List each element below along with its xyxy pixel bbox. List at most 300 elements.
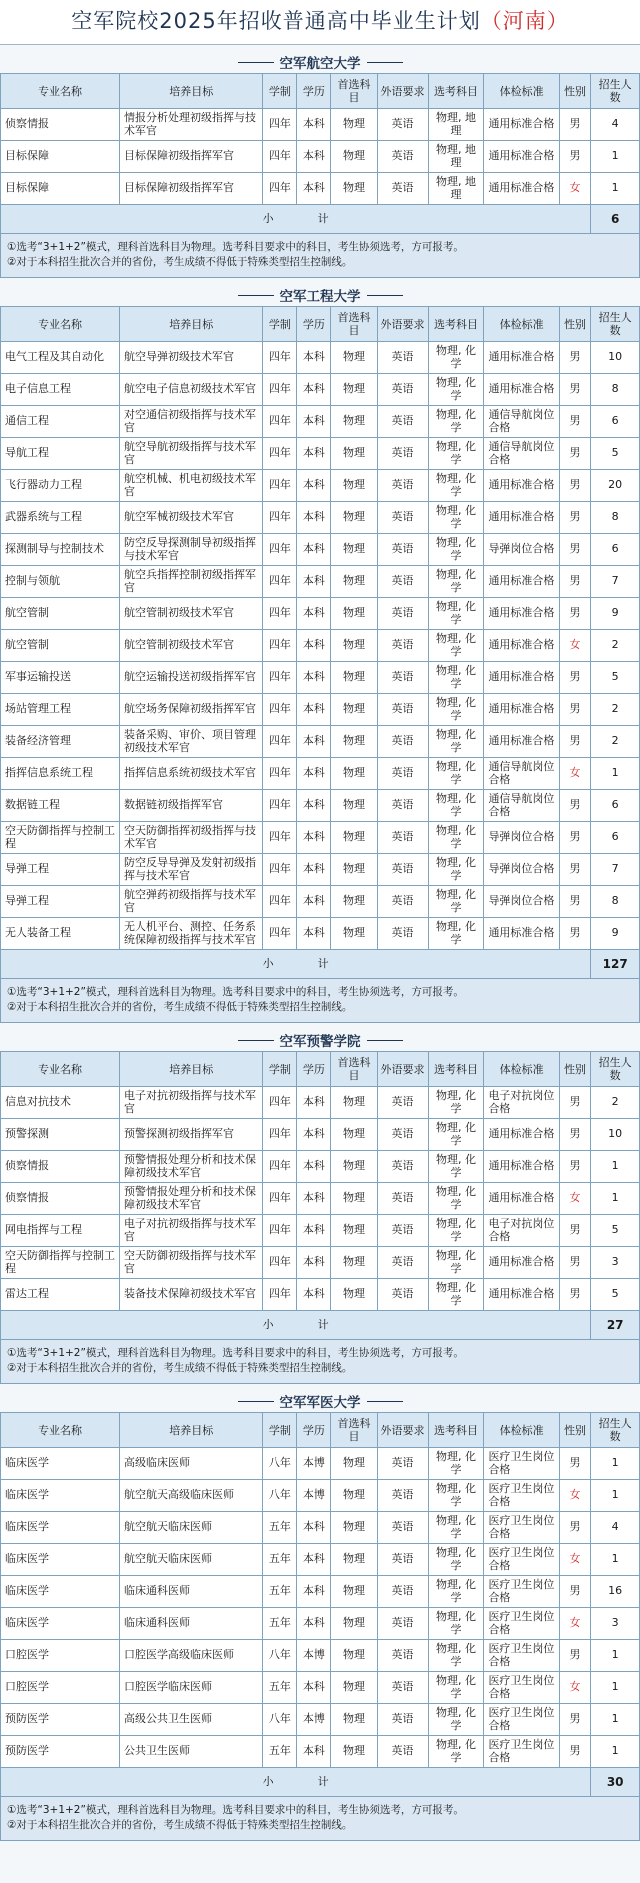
subtotal-value: 30 — [591, 1768, 640, 1797]
cell-language: 英语 — [377, 1544, 428, 1576]
cell-training-goal: 情报分析处理初级指挥与技术军官 — [120, 109, 263, 141]
cell-major: 飞行器动力工程 — [1, 470, 120, 502]
cell-primary-subject: 物理 — [331, 1672, 377, 1704]
cell-training-goal: 预警情报处理分析和技术保障初级技术军官 — [120, 1151, 263, 1183]
table-header-row — [1, 1052, 640, 1087]
cell-language: 英语 — [377, 173, 428, 205]
column-header-gender: 性别 — [559, 1413, 591, 1448]
cell-language: 英语 — [377, 1608, 428, 1640]
cell-primary-subject: 物理 — [331, 438, 377, 470]
table-row — [1, 662, 640, 694]
cell-gender: 男 — [559, 438, 591, 470]
column-header-medical-standard: 体检标准 — [484, 307, 559, 342]
cell-medical-standard: 通用标准合格 — [484, 1119, 559, 1151]
cell-training-goal: 指挥信息系统初级技术军官 — [120, 758, 263, 790]
cell-elective-subjects: 物理, 化学 — [428, 1704, 484, 1736]
cell-quota: 1 — [591, 1704, 640, 1736]
cell-major: 侦察情报 — [1, 109, 120, 141]
cell-quota: 3 — [591, 1608, 640, 1640]
column-header-training-goal: 培养目标 — [120, 1052, 263, 1087]
cell-major: 临床医学 — [1, 1480, 120, 1512]
column-header-primary-subject: 首选科目 — [331, 1052, 377, 1087]
cell-primary-subject: 物理 — [331, 1736, 377, 1768]
cell-training-goal: 口腔医学高级临床医师 — [120, 1640, 263, 1672]
cell-elective-subjects: 物理, 化学 — [428, 886, 484, 918]
table-row — [1, 141, 640, 173]
cell-language: 英语 — [377, 1512, 428, 1544]
cell-language: 英语 — [377, 1672, 428, 1704]
cell-primary-subject: 物理 — [331, 1576, 377, 1608]
cell-quota: 1 — [591, 1736, 640, 1768]
cell-medical-standard: 通用标准合格 — [484, 141, 559, 173]
cell-primary-subject: 物理 — [331, 1640, 377, 1672]
cell-elective-subjects: 物理, 化学 — [428, 726, 484, 758]
cell-gender: 男 — [559, 534, 591, 566]
column-header-elective-subjects: 选考科目 — [428, 1413, 484, 1448]
cell-primary-subject: 物理 — [331, 1215, 377, 1247]
note-line: ②对于本科招生批次合并的省份，考生成绩不得低于特殊类型招生控制线。 — [7, 1362, 353, 1374]
cell-quota: 6 — [591, 534, 640, 566]
cell-major: 临床医学 — [1, 1448, 120, 1480]
plan-table — [0, 1051, 640, 1340]
column-header-quota: 招生人数 — [591, 1413, 640, 1448]
cell-elective-subjects: 物理, 化学 — [428, 1448, 484, 1480]
cell-medical-standard: 通用标准合格 — [484, 630, 559, 662]
notes-block — [0, 234, 640, 278]
cell-training-goal: 装备采购、审价、项目管理初级技术军官 — [120, 726, 263, 758]
cell-language: 英语 — [377, 1183, 428, 1215]
cell-duration: 四年 — [263, 822, 297, 854]
cell-medical-standard: 通用标准合格 — [484, 566, 559, 598]
cell-duration: 四年 — [263, 566, 297, 598]
cell-elective-subjects: 物理, 化学 — [428, 662, 484, 694]
cell-elective-subjects: 物理, 化学 — [428, 790, 484, 822]
cell-gender: 男 — [559, 502, 591, 534]
table-row — [1, 534, 640, 566]
cell-duration: 四年 — [263, 918, 297, 950]
cell-major: 探测制导与控制技术 — [1, 534, 120, 566]
cell-degree: 本科 — [297, 1151, 331, 1183]
table-row — [1, 758, 640, 790]
school-title — [0, 1390, 640, 1412]
cell-quota: 20 — [591, 470, 640, 502]
note-line: ①选考“3+1+2”模式，理科首选科目为物理。选考科目要求中的科目，考生协须选考，方可报考。 — [7, 1804, 464, 1816]
table-row — [1, 726, 640, 758]
cell-primary-subject: 物理 — [331, 1480, 377, 1512]
cell-medical-standard: 通用标准合格 — [484, 502, 559, 534]
cell-primary-subject: 物理 — [331, 854, 377, 886]
cell-gender: 男 — [559, 374, 591, 406]
cell-primary-subject: 物理 — [331, 822, 377, 854]
cell-degree: 本科 — [297, 1087, 331, 1119]
cell-quota: 1 — [591, 1640, 640, 1672]
cell-quota: 2 — [591, 630, 640, 662]
cell-gender: 男 — [559, 342, 591, 374]
cell-degree: 本科 — [297, 886, 331, 918]
cell-degree: 本博 — [297, 1640, 331, 1672]
plan-table — [0, 1412, 640, 1797]
cell-elective-subjects: 物理, 化学 — [428, 630, 484, 662]
cell-primary-subject: 物理 — [331, 662, 377, 694]
cell-training-goal: 航空兵指挥控制初级指挥军官 — [120, 566, 263, 598]
cell-medical-standard: 通用标准合格 — [484, 173, 559, 205]
cell-medical-standard: 通用标准合格 — [484, 1183, 559, 1215]
cell-primary-subject: 物理 — [331, 1608, 377, 1640]
cell-language: 英语 — [377, 406, 428, 438]
cell-duration: 四年 — [263, 1151, 297, 1183]
cell-degree: 本科 — [297, 342, 331, 374]
cell-gender: 男 — [559, 726, 591, 758]
cell-major: 导弹工程 — [1, 854, 120, 886]
cell-training-goal: 目标保障初级指挥军官 — [120, 141, 263, 173]
cell-degree: 本博 — [297, 1448, 331, 1480]
cell-gender: 男 — [559, 854, 591, 886]
cell-elective-subjects: 物理, 化学 — [428, 342, 484, 374]
cell-medical-standard: 通用标准合格 — [484, 1247, 559, 1279]
cell-primary-subject: 物理 — [331, 758, 377, 790]
schools-container — [0, 51, 640, 1841]
column-header-major: 专业名称 — [1, 307, 120, 342]
cell-gender: 男 — [559, 1215, 591, 1247]
cell-language: 英语 — [377, 1640, 428, 1672]
subtotal-row — [1, 1311, 640, 1340]
school-section — [0, 51, 640, 278]
cell-gender: 男 — [559, 470, 591, 502]
cell-elective-subjects: 物理, 化学 — [428, 1480, 484, 1512]
cell-medical-standard: 电子对抗岗位合格 — [484, 1215, 559, 1247]
school-name: 空军工程大学 — [279, 289, 361, 305]
cell-quota: 1 — [591, 758, 640, 790]
page-title-main: 空军院校2025年招收普通高中毕业生计划 — [71, 9, 481, 33]
cell-gender: 男 — [559, 662, 591, 694]
cell-duration: 四年 — [263, 662, 297, 694]
school-title — [0, 1029, 640, 1051]
cell-major: 目标保障 — [1, 173, 120, 205]
cell-duration: 四年 — [263, 886, 297, 918]
cell-gender: 男 — [559, 1448, 591, 1480]
column-header-medical-standard: 体检标准 — [484, 1052, 559, 1087]
cell-gender: 男 — [559, 790, 591, 822]
cell-language: 英语 — [377, 630, 428, 662]
cell-gender: 女 — [559, 630, 591, 662]
cell-medical-standard: 电子对抗岗位合格 — [484, 1087, 559, 1119]
column-header-training-goal: 培养目标 — [120, 74, 263, 109]
cell-medical-standard: 通用标准合格 — [484, 598, 559, 630]
cell-quota: 2 — [591, 726, 640, 758]
cell-medical-standard: 医疗卫生岗位合格 — [484, 1544, 559, 1576]
table-row — [1, 854, 640, 886]
table-row — [1, 1448, 640, 1480]
cell-primary-subject: 物理 — [331, 534, 377, 566]
cell-elective-subjects: 物理, 化学 — [428, 1183, 484, 1215]
cell-training-goal: 临床通科医师 — [120, 1608, 263, 1640]
cell-elective-subjects: 物理, 化学 — [428, 1576, 484, 1608]
cell-quota: 1 — [591, 1480, 640, 1512]
column-header-language: 外语要求 — [377, 1052, 428, 1087]
cell-quota: 4 — [591, 1512, 640, 1544]
cell-major: 通信工程 — [1, 406, 120, 438]
cell-gender: 女 — [559, 1672, 591, 1704]
column-header-elective-subjects: 选考科目 — [428, 307, 484, 342]
cell-gender: 男 — [559, 406, 591, 438]
cell-duration: 四年 — [263, 1215, 297, 1247]
cell-primary-subject: 物理 — [331, 598, 377, 630]
table-row — [1, 470, 640, 502]
cell-degree: 本科 — [297, 1672, 331, 1704]
cell-major: 预警探测 — [1, 1119, 120, 1151]
cell-quota: 9 — [591, 598, 640, 630]
cell-gender: 男 — [559, 1151, 591, 1183]
cell-major: 信息对抗技术 — [1, 1087, 120, 1119]
cell-quota: 7 — [591, 854, 640, 886]
column-header-major: 专业名称 — [1, 74, 120, 109]
cell-gender: 男 — [559, 822, 591, 854]
cell-quota: 2 — [591, 1087, 640, 1119]
cell-medical-standard: 通用标准合格 — [484, 374, 559, 406]
cell-duration: 四年 — [263, 790, 297, 822]
cell-degree: 本科 — [297, 854, 331, 886]
cell-degree: 本科 — [297, 406, 331, 438]
cell-major: 预防医学 — [1, 1736, 120, 1768]
cell-gender: 男 — [559, 598, 591, 630]
cell-gender: 男 — [559, 566, 591, 598]
cell-language: 英语 — [377, 1151, 428, 1183]
cell-training-goal: 数据链初级指挥军官 — [120, 790, 263, 822]
cell-elective-subjects: 物理, 化学 — [428, 1087, 484, 1119]
cell-gender: 女 — [559, 1608, 591, 1640]
cell-training-goal: 防空反导导弹及发射初级指挥与技术军官 — [120, 854, 263, 886]
table-row — [1, 374, 640, 406]
cell-language: 英语 — [377, 1448, 428, 1480]
cell-training-goal: 航空航天高级临床医师 — [120, 1480, 263, 1512]
cell-language: 英语 — [377, 918, 428, 950]
cell-degree: 本科 — [297, 1119, 331, 1151]
cell-primary-subject: 物理 — [331, 630, 377, 662]
cell-quota: 1 — [591, 1544, 640, 1576]
cell-elective-subjects: 物理, 化学 — [428, 694, 484, 726]
table-row — [1, 822, 640, 854]
cell-language: 英语 — [377, 886, 428, 918]
cell-quota: 1 — [591, 1672, 640, 1704]
cell-major: 控制与领航 — [1, 566, 120, 598]
cell-primary-subject: 物理 — [331, 342, 377, 374]
page-title-province: （河南） — [480, 9, 569, 33]
table-row — [1, 109, 640, 141]
cell-elective-subjects: 物理, 化学 — [428, 1119, 484, 1151]
column-header-major: 专业名称 — [1, 1052, 120, 1087]
table-row — [1, 1215, 640, 1247]
cell-gender: 男 — [559, 141, 591, 173]
cell-duration: 四年 — [263, 1087, 297, 1119]
cell-elective-subjects: 物理, 地理 — [428, 173, 484, 205]
cell-degree: 本科 — [297, 758, 331, 790]
cell-primary-subject: 物理 — [331, 1544, 377, 1576]
cell-major: 临床医学 — [1, 1544, 120, 1576]
cell-quota: 8 — [591, 374, 640, 406]
cell-elective-subjects: 物理, 化学 — [428, 1247, 484, 1279]
notes-block — [0, 1797, 640, 1841]
cell-language: 英语 — [377, 1704, 428, 1736]
note-line: ①选考“3+1+2”模式，理科首选科目为物理。选考科目要求中的科目，考生协须选考，方可报考。 — [7, 986, 464, 998]
cell-language: 英语 — [377, 726, 428, 758]
table-row — [1, 566, 640, 598]
cell-primary-subject: 物理 — [331, 141, 377, 173]
cell-degree: 本博 — [297, 1480, 331, 1512]
cell-degree: 本科 — [297, 1279, 331, 1311]
table-row — [1, 1576, 640, 1608]
cell-elective-subjects: 物理, 化学 — [428, 822, 484, 854]
table-header-row — [1, 307, 640, 342]
cell-degree: 本科 — [297, 726, 331, 758]
cell-elective-subjects: 物理, 化学 — [428, 758, 484, 790]
cell-medical-standard: 导弹岗位合格 — [484, 886, 559, 918]
cell-elective-subjects: 物理, 化学 — [428, 1640, 484, 1672]
cell-primary-subject: 物理 — [331, 1448, 377, 1480]
cell-major: 目标保障 — [1, 141, 120, 173]
cell-duration: 五年 — [263, 1576, 297, 1608]
cell-duration: 四年 — [263, 1279, 297, 1311]
cell-training-goal: 公共卫生医师 — [120, 1736, 263, 1768]
cell-degree: 本科 — [297, 1215, 331, 1247]
cell-training-goal: 高级临床医师 — [120, 1448, 263, 1480]
cell-language: 英语 — [377, 109, 428, 141]
cell-language: 英语 — [377, 822, 428, 854]
column-header-degree: 学历 — [297, 74, 331, 109]
cell-training-goal: 航空管制初级技术军官 — [120, 598, 263, 630]
cell-training-goal: 电子对抗初级指挥与技术军官 — [120, 1215, 263, 1247]
cell-gender: 女 — [559, 1183, 591, 1215]
table-row — [1, 694, 640, 726]
table-row — [1, 1704, 640, 1736]
school-name: 空军预警学院 — [279, 1034, 361, 1050]
cell-degree: 本科 — [297, 502, 331, 534]
column-header-duration: 学制 — [263, 74, 297, 109]
cell-training-goal: 对空通信初级指挥与技术军官 — [120, 406, 263, 438]
cell-duration: 五年 — [263, 1512, 297, 1544]
cell-quota: 1 — [591, 1183, 640, 1215]
cell-training-goal: 航空导航初级指挥与技术军官 — [120, 438, 263, 470]
cell-primary-subject: 物理 — [331, 566, 377, 598]
table-row — [1, 1151, 640, 1183]
cell-duration: 八年 — [263, 1480, 297, 1512]
cell-major: 侦察情报 — [1, 1151, 120, 1183]
cell-gender: 女 — [559, 758, 591, 790]
table-row — [1, 1512, 640, 1544]
cell-language: 英语 — [377, 374, 428, 406]
cell-major: 指挥信息系统工程 — [1, 758, 120, 790]
table-row — [1, 886, 640, 918]
column-header-primary-subject: 首选科目 — [331, 307, 377, 342]
cell-duration: 四年 — [263, 694, 297, 726]
column-header-training-goal: 培养目标 — [120, 307, 263, 342]
subtotal-value: 27 — [591, 1311, 640, 1340]
cell-elective-subjects: 物理, 化学 — [428, 1512, 484, 1544]
cell-training-goal: 临床通科医师 — [120, 1576, 263, 1608]
subtotal-row — [1, 1768, 640, 1797]
cell-degree: 本科 — [297, 694, 331, 726]
note-line: ①选考“3+1+2”模式，理科首选科目为物理。选考科目要求中的科目，考生协须选考，方可报考。 — [7, 1347, 464, 1359]
cell-duration: 四年 — [263, 374, 297, 406]
subtotal-row — [1, 205, 640, 234]
cell-language: 英语 — [377, 854, 428, 886]
cell-degree: 本科 — [297, 598, 331, 630]
column-header-duration: 学制 — [263, 1052, 297, 1087]
column-header-duration: 学制 — [263, 307, 297, 342]
cell-degree: 本科 — [297, 438, 331, 470]
cell-elective-subjects: 物理, 化学 — [428, 534, 484, 566]
table-row — [1, 1279, 640, 1311]
cell-training-goal: 空天防御指挥初级指挥与技术军官 — [120, 822, 263, 854]
cell-degree: 本科 — [297, 630, 331, 662]
cell-duration: 四年 — [263, 438, 297, 470]
table-row — [1, 1119, 640, 1151]
cell-quota: 6 — [591, 790, 640, 822]
cell-major: 临床医学 — [1, 1576, 120, 1608]
cell-quota: 1 — [591, 1151, 640, 1183]
cell-primary-subject: 物理 — [331, 109, 377, 141]
cell-primary-subject: 物理 — [331, 502, 377, 534]
column-header-medical-standard: 体检标准 — [484, 74, 559, 109]
cell-medical-standard: 导弹岗位合格 — [484, 854, 559, 886]
cell-duration: 四年 — [263, 854, 297, 886]
cell-gender: 男 — [559, 1512, 591, 1544]
cell-quota: 10 — [591, 1119, 640, 1151]
cell-degree: 本科 — [297, 1736, 331, 1768]
cell-elective-subjects: 物理, 化学 — [428, 598, 484, 630]
cell-language: 英语 — [377, 1480, 428, 1512]
column-header-primary-subject: 首选科目 — [331, 1413, 377, 1448]
notes-block — [0, 1340, 640, 1384]
cell-primary-subject: 物理 — [331, 173, 377, 205]
cell-duration: 八年 — [263, 1704, 297, 1736]
cell-medical-standard: 医疗卫生岗位合格 — [484, 1640, 559, 1672]
cell-quota: 6 — [591, 822, 640, 854]
cell-gender: 男 — [559, 1087, 591, 1119]
cell-degree: 本博 — [297, 1704, 331, 1736]
cell-major: 航空管制 — [1, 598, 120, 630]
column-header-primary-subject: 首选科目 — [331, 74, 377, 109]
cell-quota: 3 — [591, 1247, 640, 1279]
column-header-elective-subjects: 选考科目 — [428, 1052, 484, 1087]
title-rule-left — [238, 62, 274, 63]
cell-primary-subject: 物理 — [331, 1151, 377, 1183]
cell-medical-standard: 医疗卫生岗位合格 — [484, 1608, 559, 1640]
cell-elective-subjects: 物理, 化学 — [428, 854, 484, 886]
subtotal-value: 127 — [591, 950, 640, 979]
cell-training-goal: 航空电子信息初级技术军官 — [120, 374, 263, 406]
cell-degree: 本科 — [297, 1544, 331, 1576]
table-row — [1, 1247, 640, 1279]
cell-language: 英语 — [377, 342, 428, 374]
cell-major: 电子信息工程 — [1, 374, 120, 406]
column-header-gender: 性别 — [559, 307, 591, 342]
cell-training-goal: 航空管制初级技术军官 — [120, 630, 263, 662]
cell-elective-subjects: 物理, 化学 — [428, 1608, 484, 1640]
cell-quota: 7 — [591, 566, 640, 598]
cell-medical-standard: 医疗卫生岗位合格 — [484, 1448, 559, 1480]
cell-major: 导弹工程 — [1, 886, 120, 918]
cell-quota: 10 — [591, 342, 640, 374]
cell-duration: 四年 — [263, 758, 297, 790]
cell-training-goal: 航空弹药初级指挥与技术军官 — [120, 886, 263, 918]
cell-training-goal: 高级公共卫生医师 — [120, 1704, 263, 1736]
table-row — [1, 1087, 640, 1119]
cell-duration: 四年 — [263, 598, 297, 630]
column-header-degree: 学历 — [297, 1052, 331, 1087]
cell-major: 武器系统与工程 — [1, 502, 120, 534]
note-line: ①选考“3+1+2”模式，理科首选科目为物理。选考科目要求中的科目，考生协须选考，方可报考。 — [7, 241, 464, 253]
cell-language: 英语 — [377, 1215, 428, 1247]
